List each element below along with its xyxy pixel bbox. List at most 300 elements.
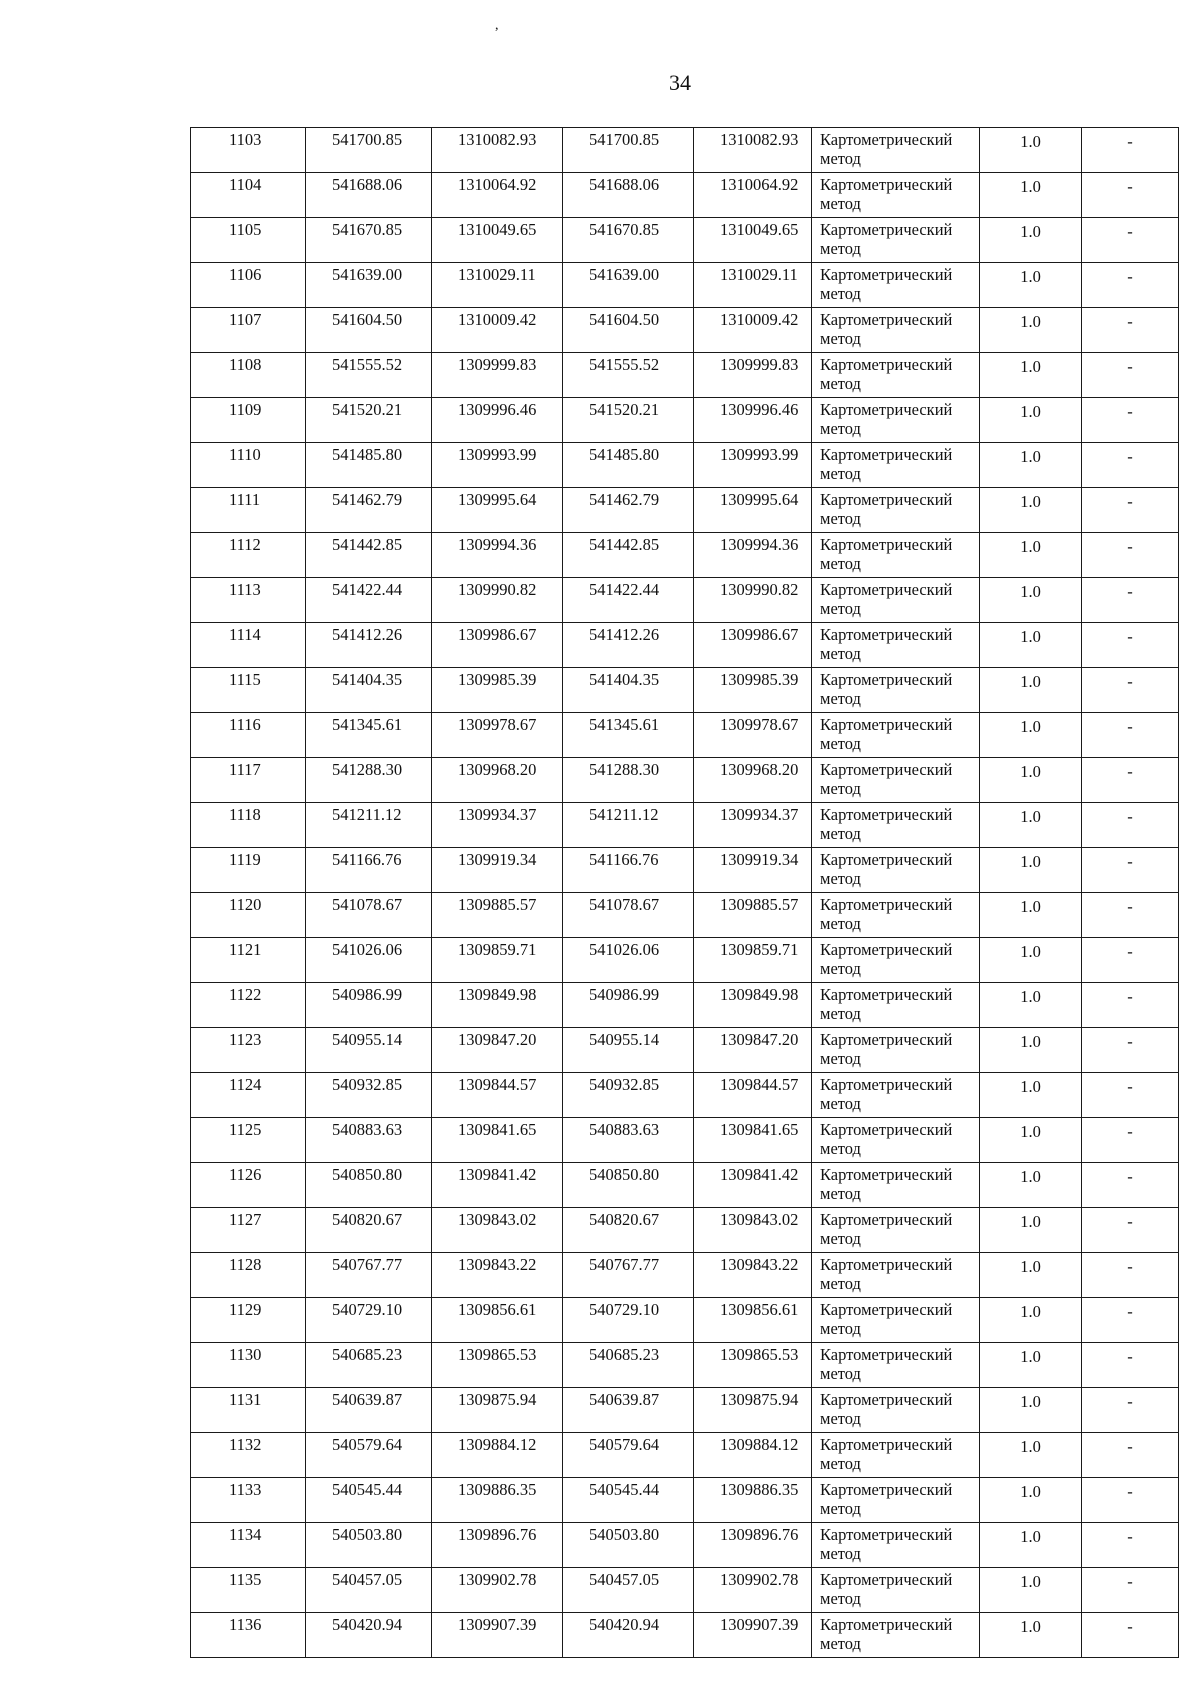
x-existing-cell: 541211.12 xyxy=(306,803,432,848)
accuracy-cell: 1.0 xyxy=(980,398,1082,443)
description-cell: - xyxy=(1082,668,1179,713)
y-refined-cell: 1309847.20 xyxy=(694,1028,812,1073)
description-cell: - xyxy=(1082,1433,1179,1478)
accuracy-cell: 1.0 xyxy=(980,1163,1082,1208)
x-existing-cell: 541688.06 xyxy=(306,173,432,218)
x-existing-cell: 541485.80 xyxy=(306,443,432,488)
y-refined-cell: 1309856.61 xyxy=(694,1298,812,1343)
table-row xyxy=(191,983,1179,1028)
method-line-1: Картометрический xyxy=(820,1075,953,1094)
table-row xyxy=(191,1343,1179,1388)
method-line-1: Картометрический xyxy=(820,1255,953,1274)
method-cell xyxy=(812,353,980,398)
method-cell xyxy=(812,1523,980,1568)
point-number-cell: 1128 xyxy=(191,1253,306,1298)
method-line-2: метод xyxy=(820,509,861,528)
y-existing-cell: 1310082.93 xyxy=(432,128,563,173)
method-cell xyxy=(812,1388,980,1433)
y-refined-cell: 1309986.67 xyxy=(694,623,812,668)
method-cell xyxy=(812,1343,980,1388)
table-row xyxy=(191,1523,1179,1568)
accuracy-cell: 1.0 xyxy=(980,758,1082,803)
y-refined-cell: 1309907.39 xyxy=(694,1613,812,1658)
x-refined-cell: 541462.79 xyxy=(563,488,694,533)
table-row xyxy=(191,1073,1179,1118)
description-cell: - xyxy=(1082,578,1179,623)
method-cell xyxy=(812,308,980,353)
x-existing-cell: 541345.61 xyxy=(306,713,432,758)
method-line-2: метод xyxy=(820,959,861,978)
x-refined-cell: 541555.52 xyxy=(563,353,694,398)
y-existing-cell: 1310029.11 xyxy=(432,263,563,308)
y-refined-cell: 1309875.94 xyxy=(694,1388,812,1433)
y-existing-cell: 1309996.46 xyxy=(432,398,563,443)
y-existing-cell: 1309843.22 xyxy=(432,1253,563,1298)
method-line-1: Картометрический xyxy=(820,445,953,464)
x-refined-cell: 540685.23 xyxy=(563,1343,694,1388)
method-line-2: метод xyxy=(820,1049,861,1068)
x-refined-cell: 540986.99 xyxy=(563,983,694,1028)
method-line-1: Картометрический xyxy=(820,985,953,1004)
accuracy-cell: 1.0 xyxy=(980,263,1082,308)
method-line-1: Картометрический xyxy=(820,715,953,734)
method-cell xyxy=(812,1568,980,1613)
description-cell: - xyxy=(1082,1208,1179,1253)
table-row xyxy=(191,218,1179,263)
y-existing-cell: 1309978.67 xyxy=(432,713,563,758)
point-number-cell: 1131 xyxy=(191,1388,306,1433)
x-refined-cell: 541700.85 xyxy=(563,128,694,173)
accuracy-cell: 1.0 xyxy=(980,533,1082,578)
point-number-cell: 1129 xyxy=(191,1298,306,1343)
y-existing-cell: 1309841.42 xyxy=(432,1163,563,1208)
method-cell xyxy=(812,488,980,533)
x-existing-cell: 541422.44 xyxy=(306,578,432,623)
method-line-1: Картометрический xyxy=(820,1435,953,1454)
point-number-cell: 1106 xyxy=(191,263,306,308)
y-existing-cell: 1309885.57 xyxy=(432,893,563,938)
accuracy-cell: 1.0 xyxy=(980,488,1082,533)
description-cell: - xyxy=(1082,1118,1179,1163)
x-refined-cell: 541211.12 xyxy=(563,803,694,848)
x-refined-cell: 540545.44 xyxy=(563,1478,694,1523)
x-refined-cell: 540850.80 xyxy=(563,1163,694,1208)
method-cell xyxy=(812,983,980,1028)
point-number-cell: 1122 xyxy=(191,983,306,1028)
point-number-cell: 1116 xyxy=(191,713,306,758)
method-cell xyxy=(812,1163,980,1208)
x-refined-cell: 540729.10 xyxy=(563,1298,694,1343)
x-existing-cell: 540639.87 xyxy=(306,1388,432,1433)
table-row xyxy=(191,173,1179,218)
accuracy-cell: 1.0 xyxy=(980,1253,1082,1298)
y-existing-cell: 1309875.94 xyxy=(432,1388,563,1433)
x-refined-cell: 541422.44 xyxy=(563,578,694,623)
accuracy-cell: 1.0 xyxy=(980,128,1082,173)
method-line-1: Картометрический xyxy=(820,130,953,149)
y-refined-cell: 1309996.46 xyxy=(694,398,812,443)
description-cell: - xyxy=(1082,128,1179,173)
accuracy-cell: 1.0 xyxy=(980,983,1082,1028)
x-existing-cell: 540932.85 xyxy=(306,1073,432,1118)
method-line-2: метод xyxy=(820,869,861,888)
table-row xyxy=(191,1298,1179,1343)
description-cell: - xyxy=(1082,218,1179,263)
x-existing-cell: 541604.50 xyxy=(306,308,432,353)
y-refined-cell: 1309978.67 xyxy=(694,713,812,758)
y-refined-cell: 1309993.99 xyxy=(694,443,812,488)
method-line-1: Картометрический xyxy=(820,850,953,869)
x-existing-cell: 540420.94 xyxy=(306,1613,432,1658)
method-line-2: метод xyxy=(820,149,861,168)
method-line-1: Картометрический xyxy=(820,1345,953,1364)
x-refined-cell: 541166.76 xyxy=(563,848,694,893)
method-line-2: метод xyxy=(820,779,861,798)
accuracy-cell: 1.0 xyxy=(980,308,1082,353)
method-line-1: Картометрический xyxy=(820,625,953,644)
method-line-2: метод xyxy=(820,554,861,573)
method-line-1: Картометрический xyxy=(820,265,953,284)
method-line-1: Картометрический xyxy=(820,580,953,599)
method-line-1: Картометрический xyxy=(820,895,953,914)
method-line-2: метод xyxy=(820,644,861,663)
y-existing-cell: 1309849.98 xyxy=(432,983,563,1028)
table-row xyxy=(191,1118,1179,1163)
y-refined-cell: 1309886.35 xyxy=(694,1478,812,1523)
accuracy-cell: 1.0 xyxy=(980,1028,1082,1073)
accuracy-cell: 1.0 xyxy=(980,1523,1082,1568)
x-existing-cell: 540883.63 xyxy=(306,1118,432,1163)
method-cell xyxy=(812,758,980,803)
method-line-2: метод xyxy=(820,914,861,933)
description-cell: - xyxy=(1082,623,1179,668)
point-number-cell: 1121 xyxy=(191,938,306,983)
y-existing-cell: 1309847.20 xyxy=(432,1028,563,1073)
y-existing-cell: 1309993.99 xyxy=(432,443,563,488)
method-line-2: метод xyxy=(820,1274,861,1293)
method-cell xyxy=(812,1478,980,1523)
y-refined-cell: 1310064.92 xyxy=(694,173,812,218)
method-cell xyxy=(812,1613,980,1658)
y-existing-cell: 1309999.83 xyxy=(432,353,563,398)
method-cell xyxy=(812,1433,980,1478)
x-existing-cell: 541288.30 xyxy=(306,758,432,803)
method-cell xyxy=(812,668,980,713)
table-row xyxy=(191,1478,1179,1523)
accuracy-cell: 1.0 xyxy=(980,218,1082,263)
method-line-2: метод xyxy=(820,194,861,213)
y-existing-cell: 1309919.34 xyxy=(432,848,563,893)
method-line-2: метод xyxy=(820,1319,861,1338)
description-cell: - xyxy=(1082,398,1179,443)
y-refined-cell: 1310009.42 xyxy=(694,308,812,353)
x-existing-cell: 541026.06 xyxy=(306,938,432,983)
accuracy-cell: 1.0 xyxy=(980,938,1082,983)
x-refined-cell: 541442.85 xyxy=(563,533,694,578)
method-cell xyxy=(812,263,980,308)
x-existing-cell: 541166.76 xyxy=(306,848,432,893)
point-number-cell: 1124 xyxy=(191,1073,306,1118)
point-number-cell: 1125 xyxy=(191,1118,306,1163)
description-cell: - xyxy=(1082,443,1179,488)
y-refined-cell: 1309841.42 xyxy=(694,1163,812,1208)
table-row xyxy=(191,1163,1179,1208)
method-cell xyxy=(812,128,980,173)
table-row xyxy=(191,893,1179,938)
description-cell: - xyxy=(1082,1298,1179,1343)
description-cell: - xyxy=(1082,713,1179,758)
accuracy-cell: 1.0 xyxy=(980,1433,1082,1478)
method-cell xyxy=(812,1073,980,1118)
y-existing-cell: 1309865.53 xyxy=(432,1343,563,1388)
method-cell xyxy=(812,1028,980,1073)
point-number-cell: 1104 xyxy=(191,173,306,218)
accuracy-cell: 1.0 xyxy=(980,1388,1082,1433)
point-number-cell: 1130 xyxy=(191,1343,306,1388)
x-refined-cell: 541485.80 xyxy=(563,443,694,488)
method-line-2: метод xyxy=(820,374,861,393)
method-line-2: метод xyxy=(820,1409,861,1428)
y-refined-cell: 1309902.78 xyxy=(694,1568,812,1613)
y-existing-cell: 1309896.76 xyxy=(432,1523,563,1568)
y-existing-cell: 1309856.61 xyxy=(432,1298,563,1343)
accuracy-cell: 1.0 xyxy=(980,893,1082,938)
table-row xyxy=(191,1208,1179,1253)
description-cell: - xyxy=(1082,1523,1179,1568)
accuracy-cell: 1.0 xyxy=(980,623,1082,668)
method-line-1: Картометрический xyxy=(820,940,953,959)
method-line-2: метод xyxy=(820,1454,861,1473)
y-existing-cell: 1309859.71 xyxy=(432,938,563,983)
accuracy-cell: 1.0 xyxy=(980,713,1082,758)
point-number-cell: 1115 xyxy=(191,668,306,713)
table-row xyxy=(191,938,1179,983)
coordinates-table xyxy=(190,127,1179,1658)
x-refined-cell: 540955.14 xyxy=(563,1028,694,1073)
description-cell: - xyxy=(1082,1343,1179,1388)
method-cell xyxy=(812,443,980,488)
point-number-cell: 1111 xyxy=(191,488,306,533)
accuracy-cell: 1.0 xyxy=(980,1298,1082,1343)
y-refined-cell: 1309859.71 xyxy=(694,938,812,983)
description-cell: - xyxy=(1082,758,1179,803)
accuracy-cell: 1.0 xyxy=(980,1208,1082,1253)
point-number-cell: 1136 xyxy=(191,1613,306,1658)
method-line-2: метод xyxy=(820,599,861,618)
accuracy-cell: 1.0 xyxy=(980,1478,1082,1523)
point-number-cell: 1117 xyxy=(191,758,306,803)
method-line-1: Картометрический xyxy=(820,1570,953,1589)
accuracy-cell: 1.0 xyxy=(980,578,1082,623)
table-row xyxy=(191,308,1179,353)
method-line-1: Картометрический xyxy=(820,1525,953,1544)
method-line-2: метод xyxy=(820,1499,861,1518)
x-existing-cell: 540503.80 xyxy=(306,1523,432,1568)
point-number-cell: 1120 xyxy=(191,893,306,938)
y-existing-cell: 1309843.02 xyxy=(432,1208,563,1253)
method-line-2: метод xyxy=(820,689,861,708)
x-refined-cell: 541670.85 xyxy=(563,218,694,263)
x-existing-cell: 540820.67 xyxy=(306,1208,432,1253)
y-refined-cell: 1309885.57 xyxy=(694,893,812,938)
method-line-1: Картометрический xyxy=(820,355,953,374)
point-number-cell: 1113 xyxy=(191,578,306,623)
description-cell: - xyxy=(1082,488,1179,533)
x-existing-cell: 541520.21 xyxy=(306,398,432,443)
table-row xyxy=(191,443,1179,488)
method-line-1: Картометрический xyxy=(820,1480,953,1499)
page-number: 34 xyxy=(669,70,691,95)
method-line-2: метод xyxy=(820,1229,861,1248)
description-cell: - xyxy=(1082,803,1179,848)
y-refined-cell: 1310082.93 xyxy=(694,128,812,173)
point-number-cell: 1109 xyxy=(191,398,306,443)
table-row xyxy=(191,533,1179,578)
point-number-cell: 1103 xyxy=(191,128,306,173)
x-refined-cell: 541412.26 xyxy=(563,623,694,668)
table-row xyxy=(191,758,1179,803)
x-refined-cell: 540932.85 xyxy=(563,1073,694,1118)
point-number-cell: 1127 xyxy=(191,1208,306,1253)
method-line-1: Картометрический xyxy=(820,1390,953,1409)
method-line-2: метод xyxy=(820,464,861,483)
y-existing-cell: 1309844.57 xyxy=(432,1073,563,1118)
y-existing-cell: 1309841.65 xyxy=(432,1118,563,1163)
y-refined-cell: 1309844.57 xyxy=(694,1073,812,1118)
method-cell xyxy=(812,623,980,668)
method-line-2: метод xyxy=(820,1004,861,1023)
table-row xyxy=(191,1253,1179,1298)
x-refined-cell: 541345.61 xyxy=(563,713,694,758)
y-refined-cell: 1309843.02 xyxy=(694,1208,812,1253)
method-line-1: Картометрический xyxy=(820,1615,953,1634)
description-cell: - xyxy=(1082,533,1179,578)
accuracy-cell: 1.0 xyxy=(980,803,1082,848)
table-row xyxy=(191,128,1179,173)
description-cell: - xyxy=(1082,1613,1179,1658)
accuracy-cell: 1.0 xyxy=(980,173,1082,218)
x-existing-cell: 541639.00 xyxy=(306,263,432,308)
method-line-2: метод xyxy=(820,419,861,438)
point-number-cell: 1118 xyxy=(191,803,306,848)
method-line-2: метод xyxy=(820,1184,861,1203)
y-refined-cell: 1309849.98 xyxy=(694,983,812,1028)
y-refined-cell: 1310049.65 xyxy=(694,218,812,263)
method-line-2: метод xyxy=(820,284,861,303)
x-refined-cell: 540639.87 xyxy=(563,1388,694,1433)
method-cell xyxy=(812,533,980,578)
accuracy-cell: 1.0 xyxy=(980,1613,1082,1658)
x-refined-cell: 540883.63 xyxy=(563,1118,694,1163)
accuracy-cell: 1.0 xyxy=(980,1118,1082,1163)
description-cell: - xyxy=(1082,893,1179,938)
y-refined-cell: 1309919.34 xyxy=(694,848,812,893)
y-existing-cell: 1309986.67 xyxy=(432,623,563,668)
description-cell: - xyxy=(1082,173,1179,218)
y-refined-cell: 1309884.12 xyxy=(694,1433,812,1478)
description-cell: - xyxy=(1082,1478,1179,1523)
method-cell xyxy=(812,1208,980,1253)
point-number-cell: 1134 xyxy=(191,1523,306,1568)
method-line-1: Картометрический xyxy=(820,760,953,779)
method-line-1: Картометрический xyxy=(820,490,953,509)
x-existing-cell: 540850.80 xyxy=(306,1163,432,1208)
x-refined-cell: 540420.94 xyxy=(563,1613,694,1658)
y-existing-cell: 1309968.20 xyxy=(432,758,563,803)
x-existing-cell: 541670.85 xyxy=(306,218,432,263)
x-existing-cell: 541412.26 xyxy=(306,623,432,668)
x-refined-cell: 541404.35 xyxy=(563,668,694,713)
point-number-cell: 1119 xyxy=(191,848,306,893)
description-cell: - xyxy=(1082,1568,1179,1613)
x-refined-cell: 540457.05 xyxy=(563,1568,694,1613)
description-cell: - xyxy=(1082,263,1179,308)
x-existing-cell: 540579.64 xyxy=(306,1433,432,1478)
x-existing-cell: 541462.79 xyxy=(306,488,432,533)
accuracy-cell: 1.0 xyxy=(980,1568,1082,1613)
table-row xyxy=(191,353,1179,398)
table-row xyxy=(191,1028,1179,1073)
table-row xyxy=(191,713,1179,758)
description-cell: - xyxy=(1082,1028,1179,1073)
method-line-1: Картометрический xyxy=(820,1165,953,1184)
y-existing-cell: 1310009.42 xyxy=(432,308,563,353)
point-number-cell: 1135 xyxy=(191,1568,306,1613)
table-row xyxy=(191,623,1179,668)
y-refined-cell: 1309843.22 xyxy=(694,1253,812,1298)
x-refined-cell: 540503.80 xyxy=(563,1523,694,1568)
x-existing-cell: 540685.23 xyxy=(306,1343,432,1388)
y-refined-cell: 1309865.53 xyxy=(694,1343,812,1388)
method-line-2: метод xyxy=(820,1589,861,1608)
method-line-2: метод xyxy=(820,329,861,348)
point-number-cell: 1126 xyxy=(191,1163,306,1208)
x-refined-cell: 540579.64 xyxy=(563,1433,694,1478)
accuracy-cell: 1.0 xyxy=(980,443,1082,488)
x-existing-cell: 540545.44 xyxy=(306,1478,432,1523)
method-cell xyxy=(812,848,980,893)
x-existing-cell: 540457.05 xyxy=(306,1568,432,1613)
description-cell: - xyxy=(1082,308,1179,353)
x-existing-cell: 540986.99 xyxy=(306,983,432,1028)
table-row xyxy=(191,803,1179,848)
point-number-cell: 1133 xyxy=(191,1478,306,1523)
x-refined-cell: 541026.06 xyxy=(563,938,694,983)
point-number-cell: 1107 xyxy=(191,308,306,353)
y-refined-cell: 1309968.20 xyxy=(694,758,812,803)
y-refined-cell: 1309990.82 xyxy=(694,578,812,623)
method-cell xyxy=(812,218,980,263)
method-line-2: метод xyxy=(820,1364,861,1383)
method-line-1: Картометрический xyxy=(820,670,953,689)
method-cell xyxy=(812,1253,980,1298)
x-refined-cell: 541520.21 xyxy=(563,398,694,443)
x-refined-cell: 541078.67 xyxy=(563,893,694,938)
scan-tick-mark: , xyxy=(495,18,499,33)
description-cell: - xyxy=(1082,938,1179,983)
table-row xyxy=(191,1613,1179,1658)
method-line-2: метод xyxy=(820,1094,861,1113)
y-existing-cell: 1309994.36 xyxy=(432,533,563,578)
table-row xyxy=(191,398,1179,443)
method-line-2: метод xyxy=(820,1544,861,1563)
description-cell: - xyxy=(1082,848,1179,893)
y-existing-cell: 1309995.64 xyxy=(432,488,563,533)
y-existing-cell: 1310049.65 xyxy=(432,218,563,263)
description-cell: - xyxy=(1082,353,1179,398)
table-row xyxy=(191,263,1179,308)
description-cell: - xyxy=(1082,1163,1179,1208)
